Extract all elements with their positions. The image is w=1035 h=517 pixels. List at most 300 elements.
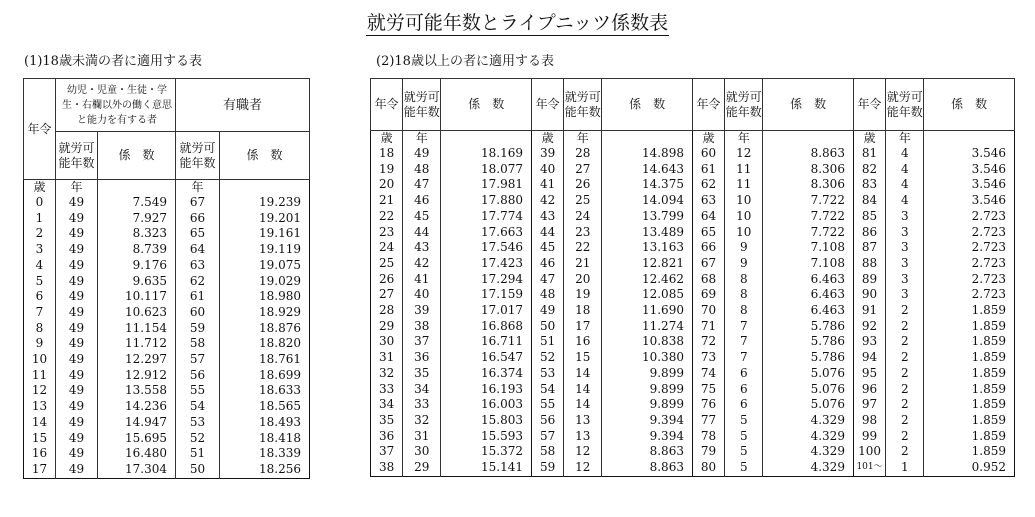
coef-cell: 18.633 [220, 383, 310, 399]
table-row [371, 350, 1015, 366]
table-row [24, 399, 310, 415]
age-cell: 98 [853, 413, 885, 429]
age-cell: 99 [853, 429, 885, 445]
age-cell: 15 [31, 430, 48, 445]
coef-cell: 12.462 [602, 272, 693, 288]
table-row [371, 225, 1015, 241]
years-cell: 3 [886, 209, 924, 225]
coef-cell: 4.329 [763, 444, 854, 460]
years-cell: 19 [564, 287, 602, 303]
header-years-4: 就労可能年数 [886, 79, 924, 131]
age-cell: 44 [531, 225, 563, 241]
coef-cell: 13.489 [602, 225, 693, 241]
years-cell: 7 [725, 334, 763, 350]
header-years-a: 就労可能年数 [56, 132, 98, 180]
header-group-b: 有職者 [176, 79, 310, 132]
years-cell: 51 [176, 446, 220, 462]
unit-years: 年 [725, 131, 763, 147]
age-cell: 47 [531, 272, 563, 288]
coef-cell: 15.695 [98, 431, 176, 447]
age-cell: 78 [692, 429, 724, 445]
table-row [24, 368, 310, 384]
coef-cell: 18.699 [220, 368, 310, 384]
years-cell: 14 [564, 382, 602, 398]
coef-cell: 19.239 [220, 195, 310, 211]
header-age: 年令 [24, 79, 56, 180]
years-cell: 5 [725, 413, 763, 429]
coef-cell: 16.711 [441, 334, 532, 350]
age-cell: 89 [853, 272, 885, 288]
table-row [24, 211, 310, 227]
age-cell: 62 [692, 177, 724, 193]
years-cell: 2 [886, 413, 924, 429]
coef-cell: 1.859 [924, 397, 1015, 413]
years-cell: 47 [403, 177, 441, 193]
age-cell: 17 [31, 461, 48, 476]
years-cell: 49 [56, 274, 98, 290]
age-cell: 23 [378, 224, 395, 239]
age-cell: 28 [378, 303, 395, 318]
age-cell: 67 [692, 256, 724, 272]
years-cell: 49 [56, 336, 98, 352]
coef-cell: 2.723 [924, 225, 1015, 241]
coef-cell: 13.558 [98, 383, 176, 399]
years-cell: 6 [725, 397, 763, 413]
years-cell: 43 [403, 240, 441, 256]
age-cell: 74 [692, 366, 724, 382]
table-row [371, 209, 1015, 225]
age-cell: 52 [531, 350, 563, 366]
years-cell: 53 [176, 415, 220, 431]
coef-cell: 9.635 [98, 274, 176, 290]
age-cell: 20 [378, 177, 395, 192]
coef-cell: 16.374 [441, 366, 532, 382]
years-cell: 36 [403, 350, 441, 366]
coef-cell: 14.375 [602, 177, 693, 193]
table-row [24, 336, 310, 352]
years-cell: 49 [56, 431, 98, 447]
years-cell: 18 [564, 303, 602, 319]
coef-cell: 14.947 [98, 415, 176, 431]
age-cell: 81 [853, 146, 885, 162]
years-cell: 3 [886, 272, 924, 288]
coef-cell: 18.339 [220, 446, 310, 462]
years-cell: 54 [176, 399, 220, 415]
years-cell: 2 [886, 382, 924, 398]
coef-cell: 18.876 [220, 321, 310, 337]
age-cell: 64 [692, 209, 724, 225]
coef-cell: 8.739 [98, 242, 176, 258]
years-cell: 26 [564, 177, 602, 193]
age-cell: 16 [31, 446, 48, 461]
years-cell: 40 [403, 287, 441, 303]
years-cell: 59 [176, 321, 220, 337]
age-cell: 2 [35, 226, 44, 241]
years-cell: 4 [886, 162, 924, 178]
age-cell: 8 [35, 320, 44, 335]
coef-cell: 18.169 [441, 146, 532, 162]
table-row [371, 444, 1015, 460]
age-cell: 56 [531, 413, 563, 429]
years-cell: 52 [176, 431, 220, 447]
years-cell: 31 [403, 429, 441, 445]
page-title: 就労可能年数とライプニッツ係数表 [366, 12, 669, 34]
years-cell: 9 [725, 240, 763, 256]
age-cell: 53 [531, 366, 563, 382]
age-cell: 21 [378, 193, 395, 208]
age-cell: 90 [853, 287, 885, 303]
years-cell: 20 [564, 272, 602, 288]
age-cell: 9 [35, 336, 44, 351]
coef-cell: 10.117 [98, 289, 176, 305]
age-cell: 5 [35, 273, 44, 288]
years-cell: 14 [564, 366, 602, 382]
years-cell: 27 [564, 162, 602, 178]
table1-caption: (1)18歳未満の者に適用する表 [24, 54, 202, 69]
coef-cell: 17.294 [441, 272, 532, 288]
years-cell: 2 [886, 397, 924, 413]
years-cell: 8 [725, 272, 763, 288]
table-row [371, 162, 1015, 178]
coef-cell: 5.786 [763, 319, 854, 335]
coef-cell: 17.304 [98, 462, 176, 478]
age-cell: 54 [531, 382, 563, 398]
years-cell: 45 [403, 209, 441, 225]
table-row [371, 287, 1015, 303]
table-row [371, 366, 1015, 382]
age-cell: 6 [35, 289, 44, 304]
coef-cell: 17.159 [441, 287, 532, 303]
unit-years: 年 [886, 131, 924, 147]
coef-cell: 8.323 [98, 226, 176, 242]
years-cell: 2 [886, 319, 924, 335]
age-cell: 0 [35, 195, 44, 209]
coef-cell: 7.722 [763, 193, 854, 209]
years-cell: 62 [176, 274, 220, 290]
age-cell: 69 [692, 287, 724, 303]
coef-cell: 18.565 [220, 399, 310, 415]
unit-age: 歳 [692, 131, 724, 147]
years-cell: 24 [564, 209, 602, 225]
coef-cell: 9.899 [602, 397, 693, 413]
coef-cell: 6.463 [763, 272, 854, 288]
coef-cell: 18.820 [220, 336, 310, 352]
years-cell: 44 [403, 225, 441, 241]
table-row [371, 272, 1015, 288]
header-coef-a: 係 数 [98, 132, 176, 180]
years-cell: 10 [725, 225, 763, 241]
years-cell: 49 [56, 462, 98, 478]
coef-cell: 14.643 [602, 162, 693, 178]
years-cell: 64 [176, 242, 220, 258]
age-cell: 41 [531, 177, 563, 193]
years-cell: 42 [403, 256, 441, 272]
table-row [24, 226, 310, 242]
unit-age: 歳 [24, 180, 56, 196]
table-row [24, 305, 310, 321]
coef-cell: 9.899 [602, 382, 693, 398]
years-cell: 34 [403, 382, 441, 398]
coef-cell: 5.076 [763, 366, 854, 382]
age-cell: 94 [853, 350, 885, 366]
table-row [371, 429, 1015, 445]
coef-cell: 6.463 [763, 287, 854, 303]
coef-cell: 13.163 [602, 240, 693, 256]
years-cell: 38 [403, 319, 441, 335]
coef-cell: 9.394 [602, 429, 693, 445]
age-cell: 40 [531, 162, 563, 178]
years-cell: 28 [564, 146, 602, 162]
years-cell: 7 [725, 319, 763, 335]
years-cell: 2 [886, 444, 924, 460]
years-cell: 48 [403, 162, 441, 178]
unit-age: 歳 [371, 131, 403, 147]
coef-cell: 17.880 [441, 193, 532, 209]
coef-cell: 15.141 [441, 460, 532, 476]
coef-cell: 1.859 [924, 413, 1015, 429]
coef-cell: 16.003 [441, 397, 532, 413]
coef-cell: 15.593 [441, 429, 532, 445]
coef-cell: 18.761 [220, 352, 310, 368]
years-cell: 49 [56, 383, 98, 399]
coef-cell: 1.859 [924, 366, 1015, 382]
age-cell: 49 [531, 303, 563, 319]
years-cell: 21 [564, 256, 602, 272]
years-cell: 3 [886, 225, 924, 241]
years-cell: 66 [176, 211, 220, 227]
table2-caption: (2)18歳以上の者に適用する表 [376, 54, 554, 69]
years-cell: 3 [886, 240, 924, 256]
age-cell: 7 [35, 304, 44, 319]
coef-cell: 11.274 [602, 319, 693, 335]
age-cell: 92 [853, 319, 885, 335]
age-cell: 27 [378, 287, 395, 302]
coef-cell: 17.017 [441, 303, 532, 319]
age-cell: 82 [853, 162, 885, 178]
header-years-1: 就労可能年数 [403, 79, 441, 131]
header-group-a: 幼児・児童・生徒・学生・右欄以外の働く意思と能力を有する者 [56, 79, 176, 132]
coef-cell: 11.712 [98, 336, 176, 352]
years-cell: 13 [564, 413, 602, 429]
age-cell: 75 [692, 382, 724, 398]
table-18-and-over [370, 78, 1015, 477]
coef-cell: 4.329 [763, 460, 854, 476]
years-cell: 41 [403, 272, 441, 288]
age-cell: 35 [378, 412, 395, 427]
age-cell: 57 [531, 429, 563, 445]
age-cell: 37 [378, 444, 395, 459]
table-row [371, 177, 1015, 193]
table-row [371, 413, 1015, 429]
age-cell: 39 [531, 146, 563, 162]
age-cell: 72 [692, 334, 724, 350]
table-row [371, 334, 1015, 350]
age-cell: 87 [853, 240, 885, 256]
years-cell: 49 [56, 242, 98, 258]
years-cell: 14 [564, 397, 602, 413]
years-cell: 3 [886, 287, 924, 303]
years-cell: 11 [725, 177, 763, 193]
coef-cell: 17.546 [441, 240, 532, 256]
years-cell: 35 [403, 366, 441, 382]
age-cell: 22 [378, 208, 395, 223]
years-cell: 60 [176, 305, 220, 321]
age-cell: 101～ [853, 460, 885, 476]
coef-cell: 17.423 [441, 256, 532, 272]
age-cell: 29 [378, 318, 395, 333]
coef-cell: 8.306 [763, 177, 854, 193]
header-coef-2: 係 数 [602, 79, 693, 131]
years-cell: 49 [56, 399, 98, 415]
years-cell: 57 [176, 352, 220, 368]
years-cell: 12 [564, 460, 602, 476]
years-cell: 2 [886, 334, 924, 350]
coef-cell: 2.723 [924, 240, 1015, 256]
age-cell: 32 [378, 365, 395, 380]
years-cell: 11 [725, 162, 763, 178]
coef-cell: 7.108 [763, 240, 854, 256]
coef-cell: 5.786 [763, 350, 854, 366]
age-cell: 80 [692, 460, 724, 476]
coef-cell: 9.899 [602, 366, 693, 382]
age-cell: 84 [853, 193, 885, 209]
age-cell: 24 [378, 240, 395, 255]
coef-cell: 8.863 [602, 444, 693, 460]
unit-age: 歳 [853, 131, 885, 147]
age-cell: 46 [531, 256, 563, 272]
age-cell: 59 [531, 460, 563, 476]
age-cell: 43 [531, 209, 563, 225]
coef-cell: 2.723 [924, 256, 1015, 272]
coef-cell: 3.546 [924, 193, 1015, 209]
coef-cell: 2.723 [924, 287, 1015, 303]
years-cell: 61 [176, 289, 220, 305]
coef-cell: 1.859 [924, 350, 1015, 366]
age-cell: 95 [853, 366, 885, 382]
coef-cell: 19.161 [220, 226, 310, 242]
coef-cell: 1.859 [924, 382, 1015, 398]
coef-cell: 7.108 [763, 256, 854, 272]
table-row [24, 352, 310, 368]
table-row [371, 397, 1015, 413]
coef-cell: 4.329 [763, 413, 854, 429]
table-row [24, 195, 310, 211]
coef-cell: 12.912 [98, 368, 176, 384]
years-cell: 49 [56, 305, 98, 321]
age-cell: 50 [531, 319, 563, 335]
coef-cell: 14.898 [602, 146, 693, 162]
years-cell: 49 [56, 446, 98, 462]
years-cell: 65 [176, 226, 220, 242]
years-cell: 5 [725, 444, 763, 460]
years-cell: 22 [564, 240, 602, 256]
years-cell: 2 [886, 429, 924, 445]
coef-cell: 6.463 [763, 303, 854, 319]
age-cell: 77 [692, 413, 724, 429]
coef-cell: 12.821 [602, 256, 693, 272]
coef-cell: 0.952 [924, 460, 1015, 476]
years-cell: 49 [56, 321, 98, 337]
years-cell: 49 [56, 352, 98, 368]
years-cell: 1 [886, 460, 924, 476]
age-cell: 14 [31, 414, 48, 429]
coef-cell: 18.980 [220, 289, 310, 305]
coef-cell: 4.329 [763, 429, 854, 445]
table-row [24, 431, 310, 447]
header-coef-4: 係 数 [924, 79, 1015, 131]
years-cell: 6 [725, 366, 763, 382]
header-coef-1: 係 数 [441, 79, 532, 131]
coef-cell: 19.075 [220, 258, 310, 274]
header-age-2: 年令 [531, 79, 563, 131]
years-cell: 4 [886, 177, 924, 193]
header-years-3: 就労可能年数 [725, 79, 763, 131]
age-cell: 34 [378, 397, 395, 412]
coef-cell: 10.380 [602, 350, 693, 366]
coef-cell: 16.480 [98, 446, 176, 462]
age-cell: 76 [692, 397, 724, 413]
coef-cell: 13.799 [602, 209, 693, 225]
table-row [24, 321, 310, 337]
coef-cell: 19.029 [220, 274, 310, 290]
header-coef-b: 係 数 [220, 132, 310, 180]
coef-cell: 2.723 [924, 209, 1015, 225]
table-row [24, 242, 310, 258]
age-cell: 26 [378, 271, 395, 286]
coef-cell: 19.201 [220, 211, 310, 227]
years-cell: 49 [56, 368, 98, 384]
years-cell: 49 [56, 211, 98, 227]
age-cell: 51 [531, 334, 563, 350]
coef-cell: 19.119 [220, 242, 310, 258]
age-cell: 33 [378, 381, 395, 396]
age-cell: 38 [378, 460, 395, 475]
table-row [24, 383, 310, 399]
years-cell: 23 [564, 225, 602, 241]
years-cell: 12 [564, 444, 602, 460]
age-cell: 85 [853, 209, 885, 225]
coef-cell: 3.546 [924, 177, 1015, 193]
years-cell: 63 [176, 258, 220, 274]
age-cell: 48 [531, 287, 563, 303]
coef-cell: 1.859 [924, 319, 1015, 335]
coef-cell: 10.623 [98, 305, 176, 321]
age-cell: 1 [35, 210, 44, 225]
coef-cell: 18.077 [441, 162, 532, 178]
years-cell: 49 [56, 415, 98, 431]
years-cell: 49 [56, 258, 98, 274]
coef-cell: 1.859 [924, 444, 1015, 460]
years-cell: 15 [564, 350, 602, 366]
coef-cell: 18.929 [220, 305, 310, 321]
coef-cell: 8.863 [602, 460, 693, 476]
years-cell: 8 [725, 287, 763, 303]
coef-cell: 14.094 [602, 193, 693, 209]
age-cell: 65 [692, 225, 724, 241]
coef-cell: 16.868 [441, 319, 532, 335]
age-cell: 96 [853, 382, 885, 398]
age-cell: 71 [692, 319, 724, 335]
age-cell: 18 [378, 146, 395, 160]
coef-cell: 16.193 [441, 382, 532, 398]
table-row [24, 462, 310, 478]
age-cell: 36 [378, 428, 395, 443]
age-cell: 45 [531, 240, 563, 256]
years-cell: 58 [176, 336, 220, 352]
years-cell: 8 [725, 303, 763, 319]
years-cell: 2 [886, 350, 924, 366]
years-cell: 13 [564, 429, 602, 445]
